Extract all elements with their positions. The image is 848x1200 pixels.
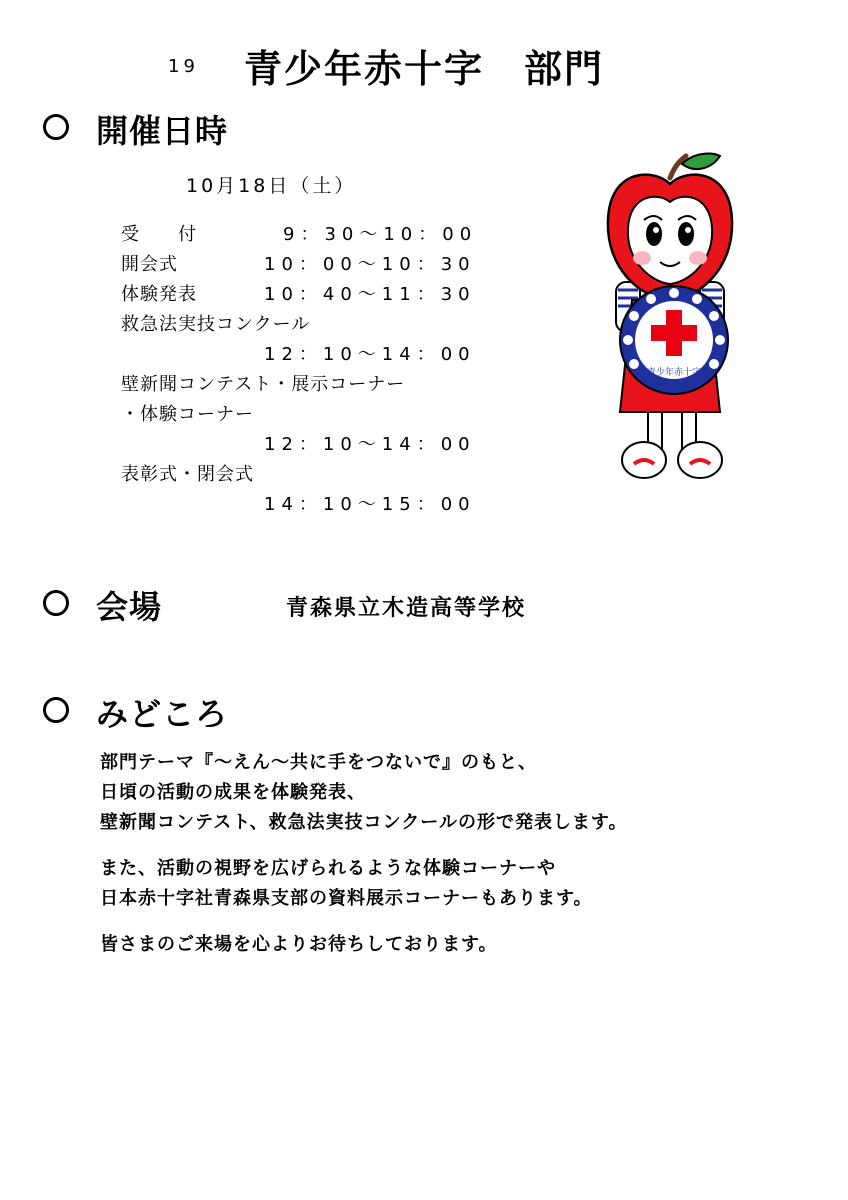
schedule-heading: 開催日時 [96,112,229,150]
circle-bullet-icon [43,114,69,140]
highlight-line: また、活動の視野を広げられるような体験コーナーや [100,858,556,879]
schedule-time: 12：10～14：00 [264,434,476,455]
circle-bullet-icon [43,697,69,723]
highlight-line: 日本赤十字社青森県支部の資料展示コーナーもあります。 [100,888,593,909]
schedule-label-continued: ・体験コーナー [121,404,254,425]
schedule-time: 14：10～15：00 [264,494,476,515]
schedule-label: 表彰式・閉会式 [121,464,254,485]
schedule-time: 10：40～11：30 [264,284,476,305]
schedule-label: 壁新聞コンテスト・展示コーナー [121,374,406,395]
highlight-line: 部門テーマ『～えん～共に手をつないで』のもと、 [100,752,537,773]
circle-bullet-icon [43,590,69,616]
schedule-time: 10：00～10：30 [264,254,476,275]
schedule-label: 救急法実技コンクール [121,314,311,335]
event-date: 10月18日（土） [186,175,357,197]
schedule-time: 9：30～10：00 [283,224,478,245]
venue-heading: 会場 [96,588,163,626]
schedule-label: 受 付 [121,224,197,245]
venue-name: 青森県立木造高等学校 [286,596,527,621]
page-number: 19 [168,56,199,77]
schedule-label: 開会式 [121,254,178,275]
svg-text:青少年赤十字: 青少年赤十字 [646,368,702,378]
highlight-line: 皆さまのご来場を心よりお待ちしております。 [100,934,498,955]
highlight-line: 日頃の活動の成果を体験発表、 [100,782,366,803]
highlights-heading: みどころ [96,695,229,733]
page-title: 青少年赤十字 部門 [244,47,605,91]
schedule-label: 体験発表 [121,284,197,305]
highlight-line: 壁新聞コンテスト、救急法実技コンクールの形で発表します。 [100,812,628,833]
schedule-time: 12：10～14：00 [264,344,476,365]
apple-mascot-icon [596,150,744,490]
